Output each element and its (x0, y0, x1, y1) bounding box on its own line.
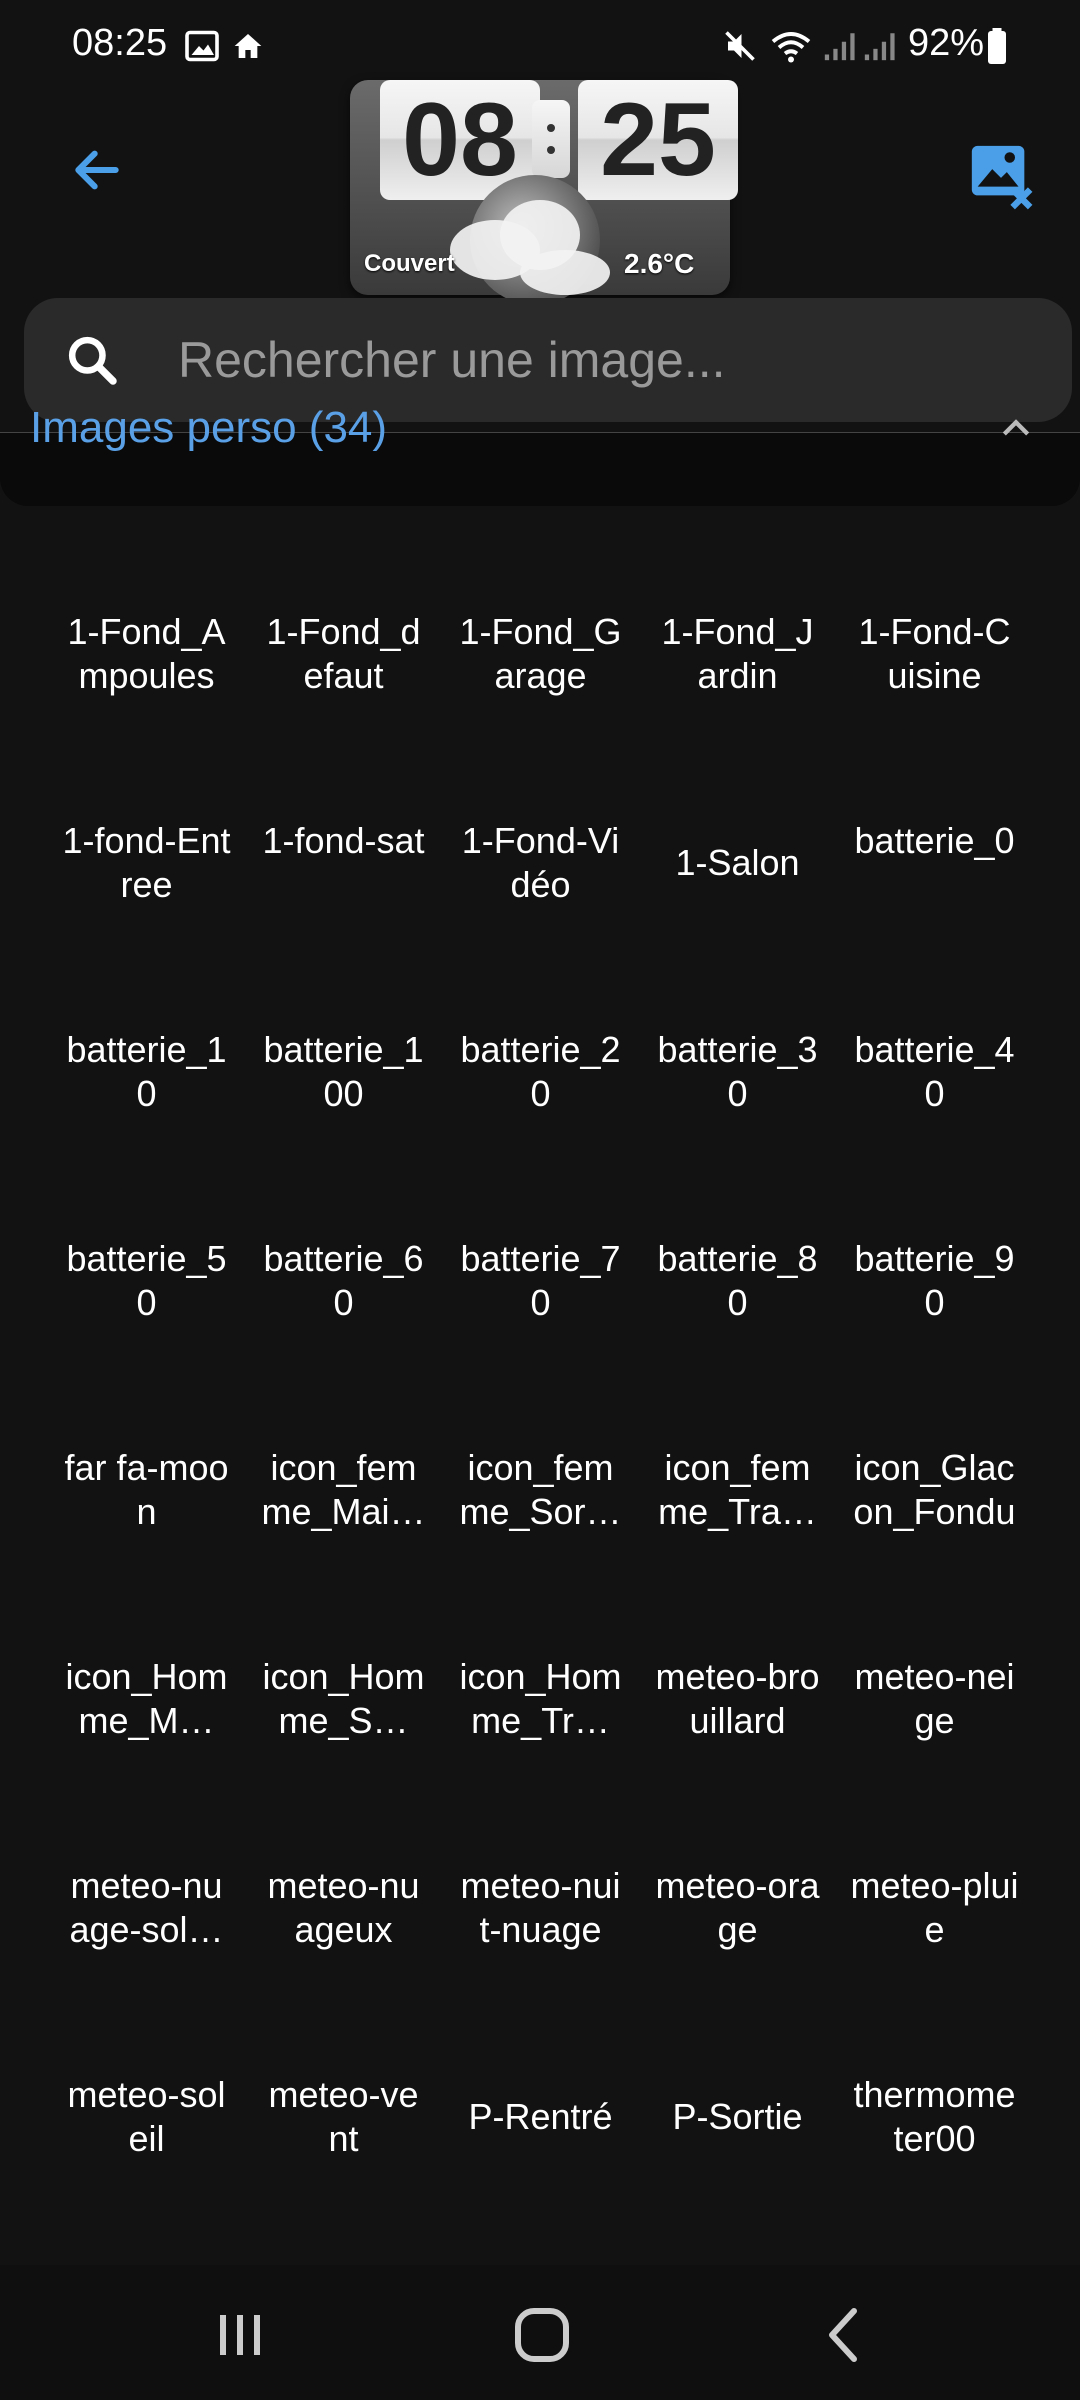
image-tile[interactable] (245, 1406, 442, 1615)
image-tile[interactable] (639, 988, 836, 1197)
image-tile-label: batterie_60 (263, 1238, 424, 1323)
image-tile-label: meteo-soleil (67, 2074, 226, 2159)
image-remove-button[interactable] (966, 140, 1036, 210)
image-tile-label: batterie_0 (854, 820, 1015, 861)
category-title: Images perso (34) (30, 403, 388, 452)
image-tile-label: batterie_40 (854, 1029, 1015, 1114)
image-tile-label: meteo-nuage-sol… (69, 1865, 224, 1950)
navigation-bar (0, 2265, 1080, 2400)
image-tile[interactable] (48, 779, 245, 988)
image-tile[interactable] (442, 1406, 639, 1615)
mute-icon (722, 28, 758, 64)
image-tile[interactable] (245, 1824, 442, 2033)
image-tile[interactable] (245, 1197, 442, 1406)
category-header[interactable] (0, 403, 1080, 506)
image-tile[interactable] (245, 1615, 442, 1824)
image-remove-icon (966, 140, 1036, 210)
image-tile[interactable] (836, 1406, 1033, 1615)
image-tile[interactable] (442, 1615, 639, 1824)
image-tile[interactable] (245, 988, 442, 1197)
image-tile[interactable] (639, 1824, 836, 2033)
image-tile[interactable] (48, 1406, 245, 1615)
image-tile[interactable] (442, 988, 639, 1197)
image-tile-label: batterie_10 (66, 1029, 227, 1114)
battery-icon (986, 28, 1008, 64)
image-tile-label: meteo-neige (854, 1656, 1015, 1741)
home-icon (232, 28, 264, 64)
image-tile[interactable] (836, 1824, 1033, 2033)
image-tile[interactable] (836, 2033, 1033, 2242)
image-tile[interactable] (836, 988, 1033, 1197)
battery-percent: 92% (908, 22, 985, 64)
image-tile-label: meteo-orage (655, 1865, 820, 1950)
image-tile-label: batterie_30 (657, 1029, 818, 1114)
image-tile-label: meteo-vent (268, 2074, 419, 2159)
image-tile[interactable] (442, 2033, 639, 2242)
image-tile[interactable] (48, 988, 245, 1197)
image-tile-label: 1-Fond_Ampoules (67, 611, 226, 696)
clock-hours: 08 (380, 80, 540, 200)
image-tile-label: batterie_20 (460, 1029, 621, 1114)
image-tile-label: meteo-pluie (850, 1865, 1019, 1950)
image-tile[interactable] (48, 570, 245, 779)
image-tile-label: 1-Fond-Cuisine (858, 611, 1011, 696)
image-tile[interactable] (836, 779, 1033, 988)
image-tile-label: icon_Homme_M… (65, 1656, 228, 1741)
status-bar (0, 0, 1080, 90)
clock-minutes: 25 (578, 80, 738, 200)
image-tile-label: meteo-nuageux (267, 1865, 420, 1950)
image-tile-label: 1-Fond-Vidéo (461, 820, 620, 905)
image-tile[interactable] (639, 779, 836, 988)
image-tile[interactable] (639, 1406, 836, 1615)
clock-colon (532, 100, 570, 178)
image-tile[interactable] (245, 779, 442, 988)
image-tile[interactable] (48, 1615, 245, 1824)
image-tile-label: batterie_70 (460, 1238, 621, 1323)
image-tile-label: 1-Fond_Garage (459, 611, 622, 696)
image-tile[interactable] (639, 1197, 836, 1406)
image-tile[interactable] (48, 1197, 245, 1406)
image-tile[interactable] (48, 2033, 245, 2242)
signal-icon (862, 28, 896, 64)
image-tile-label: meteo-nuit-nuage (460, 1865, 621, 1950)
chevron-left-icon[interactable] (804, 2305, 884, 2365)
image-tile-label: meteo-brouillard (655, 1656, 820, 1741)
image-tile-label: batterie_80 (657, 1238, 818, 1323)
search-icon (64, 332, 120, 388)
signal-icon (822, 28, 856, 64)
image-tile-label: icon_Homme_Tr… (459, 1656, 622, 1741)
gallery-icon (184, 28, 220, 64)
recents-icon[interactable] (200, 2305, 280, 2365)
back-button[interactable] (62, 135, 132, 205)
image-tile-label: 1-fond-Entree (62, 820, 231, 905)
cloud-icon (520, 250, 610, 295)
arrow-left-icon (69, 142, 125, 198)
image-tile[interactable] (48, 1824, 245, 2033)
status-time: 08:25 (72, 22, 168, 64)
image-tile-label: icon_femme_Sor… (459, 1447, 622, 1532)
image-tile[interactable] (836, 570, 1033, 779)
image-tile-label: icon_femme_Mai… (261, 1447, 426, 1532)
image-tile[interactable] (639, 570, 836, 779)
image-grid (48, 570, 1038, 2242)
image-tile-label: icon_Homme_S… (262, 1656, 425, 1741)
weather-condition: Couvert (364, 250, 455, 277)
image-tile-label: 1-Salon (675, 842, 800, 883)
image-tile-label: P-Rentré (468, 2096, 613, 2137)
image-tile-label: batterie_90 (854, 1238, 1015, 1323)
image-tile[interactable] (442, 779, 639, 988)
image-tile[interactable] (442, 1197, 639, 1406)
image-tile[interactable] (245, 2033, 442, 2242)
image-tile-label: 1-fond-sat (262, 820, 425, 861)
image-tile[interactable] (639, 2033, 836, 2242)
image-tile-label: thermometer00 (853, 2074, 1016, 2159)
image-tile[interactable] (836, 1615, 1033, 1824)
image-tile-label: batterie_50 (66, 1238, 227, 1323)
search-input[interactable] (178, 320, 1038, 400)
image-tile-label: 1-Fond_defaut (266, 611, 421, 696)
wifi-icon (768, 28, 814, 64)
image-tile-label: 1-Fond_Jardin (661, 611, 814, 696)
image-tile[interactable] (442, 570, 639, 779)
temperature: 2.6°C (624, 248, 695, 279)
image-tile-label: batterie_100 (263, 1029, 424, 1114)
image-tile[interactable] (442, 1824, 639, 2033)
image-tile[interactable] (245, 570, 442, 779)
image-tile-label: far fa-moon (64, 1447, 229, 1532)
image-tile[interactable] (639, 1615, 836, 1824)
clock-weather-widget[interactable] (350, 80, 730, 295)
image-tile-label: icon_femme_Tra… (658, 1447, 817, 1532)
image-tile-label: P-Sortie (672, 2096, 803, 2137)
image-tile[interactable] (836, 1197, 1033, 1406)
chevron-up-icon (996, 409, 1036, 449)
image-tile-label: icon_Glacon_Fondu (853, 1447, 1016, 1532)
home-circle-icon[interactable] (502, 2305, 582, 2365)
